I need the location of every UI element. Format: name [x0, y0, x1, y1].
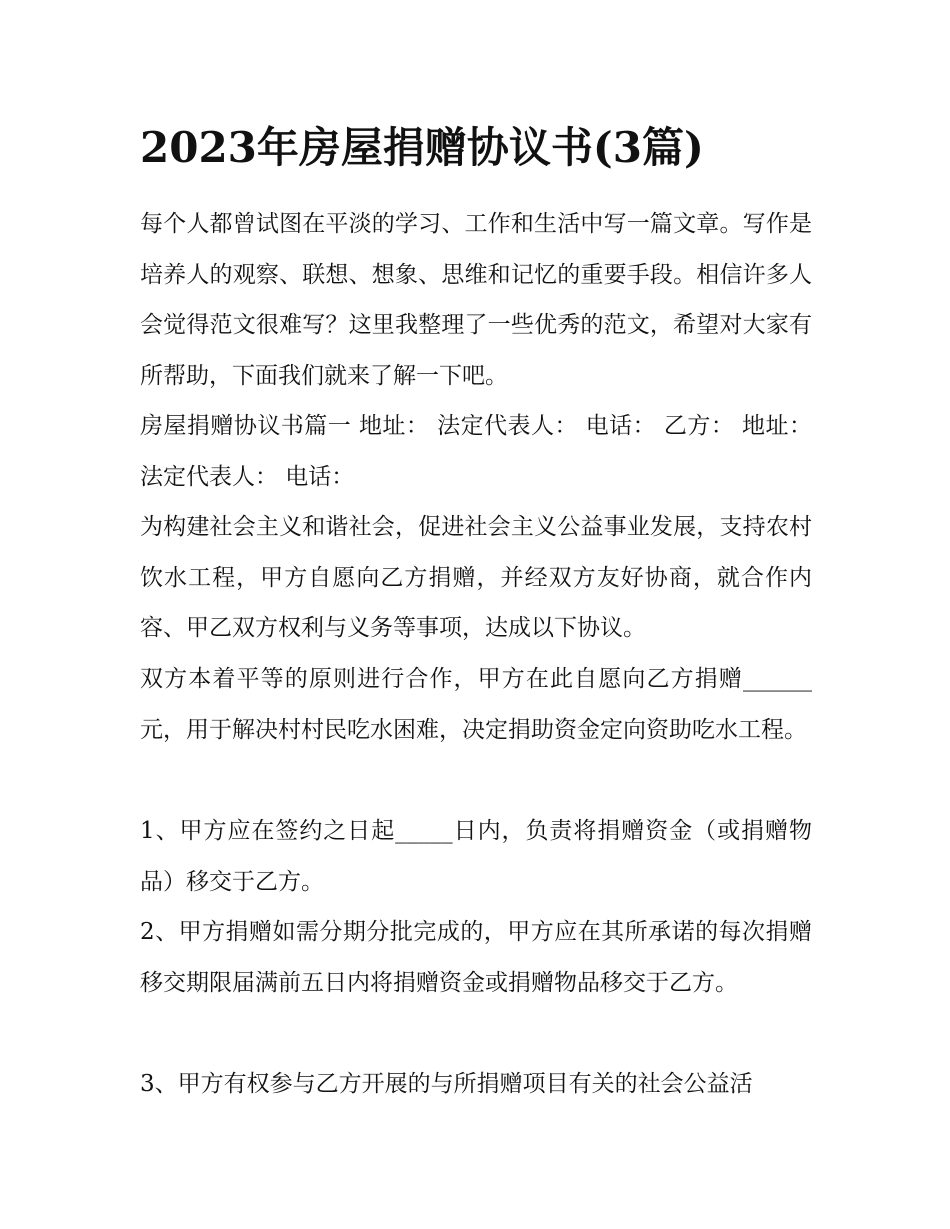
donation-amount-paragraph: 双方本着平等的原则进行合作，甲方在此自愿向乙方捐赠______元，用于解决村村民吃水困难，决定捐助资金定向资助吃水工程。	[140, 666, 812, 743]
clause-3-paragraph: 3、甲方有权参与乙方开展的与所捐赠项目有关的社会公益活	[140, 1071, 753, 1097]
clause-1-paragraph: 1、甲方应在签约之日起_____日内，负责将捐赠资金（或捐赠物品）移交于乙方。	[140, 818, 812, 895]
purpose-paragraph: 为构建社会主义和谐社会，促进社会主义公益事业发展，支持农村饮水工程，甲方自愿向乙方捐赠，并经双方友好协商，就合作内容、甲乙双方权利与义务等事项，达成以下协议。	[140, 514, 812, 641]
intro-paragraph: 每个人都曾试图在平淡的学习、工作和生活中写一篇文章。写作是培养人的观察、联想、想象、思维和记忆的重要手段。相信许多人会觉得范文很难写？这里我整理了一些优秀的范文，希望对大家有所帮助，下面我们就来了解一下吧。	[140, 211, 812, 389]
document-title: 2023年房屋捐赠协议书(3篇)	[140, 123, 704, 172]
party-info-paragraph: 房屋捐赠协议书篇一 地址： 法定代表人： 电话： 乙方： 地址： 法定代表人： 电话：	[140, 413, 812, 490]
clause-2-paragraph: 2、甲方捐赠如需分期分批完成的，甲方应在其所承诺的每次捐赠移交期限届满前五日内将捐赠资金或捐赠物品移交于乙方。	[140, 919, 812, 996]
